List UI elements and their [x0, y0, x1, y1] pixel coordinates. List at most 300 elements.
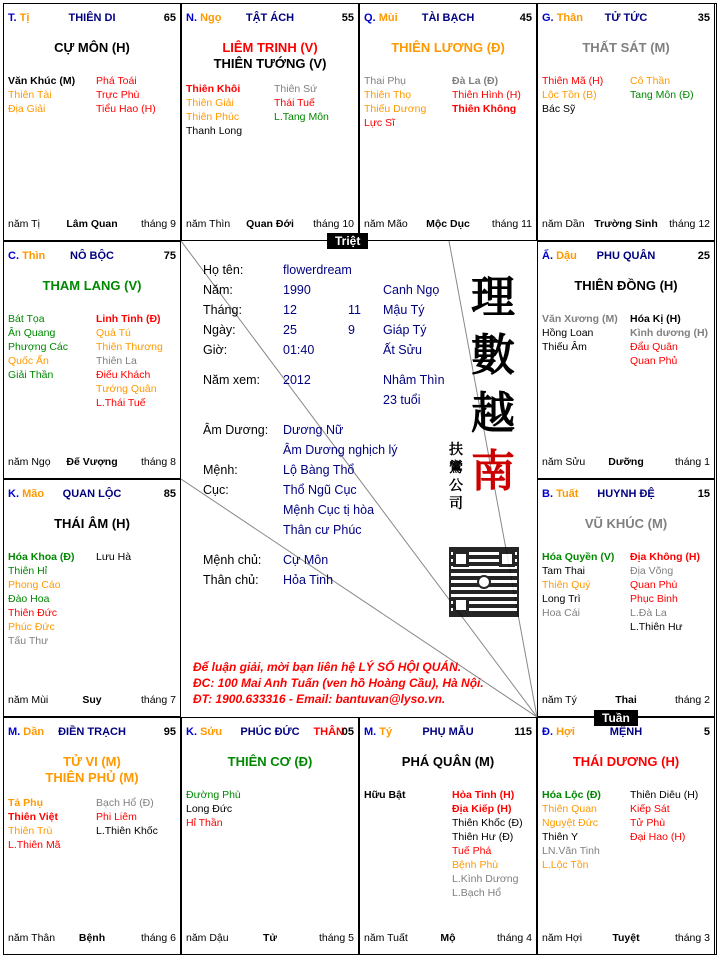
footer-year: năm Tị	[8, 218, 40, 230]
footer-month: tháng 5	[318, 932, 354, 944]
main-stars	[4, 516, 180, 532]
main-star: PHÁ QUÂN (M)	[401, 754, 495, 769]
minor-star: Tang Môn (Đ)	[630, 89, 694, 101]
palace-name: PHÚC ĐỨC	[240, 726, 300, 738]
footer-year: năm Thìn	[186, 218, 231, 230]
triet-tag: Triệt	[327, 233, 368, 249]
minor-star: Hóa Khoa (Đ)	[8, 551, 75, 563]
minor-star: Hỏa Tinh (H)	[452, 789, 515, 801]
main-star: VŨ KHÚC (M)	[584, 516, 668, 531]
minor-star: L.Tang Môn	[274, 111, 329, 123]
age-number: 85	[163, 488, 176, 500]
minor-star: Thiên Việt	[8, 811, 58, 823]
palace-name: HUYNH ĐỆ	[597, 488, 655, 500]
branch-name: Tuất	[556, 488, 579, 500]
main-stars	[538, 516, 714, 532]
minor-star: Kình dương (H)	[630, 327, 709, 339]
minor-star: L.Thiên Mã	[8, 839, 61, 851]
day-lunar: 9	[348, 323, 355, 337]
main-star: THAM LANG (V)	[42, 278, 142, 293]
right-stars	[630, 788, 715, 844]
palace-cell-ti	[3, 3, 181, 241]
main-star: THIÊN TƯỚNG (V)	[213, 56, 327, 71]
minor-star: L.Lộc Tồn	[542, 859, 589, 871]
minor-star: Quả Tú	[96, 327, 131, 339]
left-stars	[542, 550, 628, 620]
month-value: 12	[283, 303, 297, 317]
right-stars	[630, 550, 715, 634]
footer-stage: Bệnh	[78, 932, 106, 944]
day-value: 25	[283, 323, 297, 337]
palace-header	[8, 726, 176, 740]
main-star: THIÊN CƠ (Đ)	[227, 754, 313, 769]
palace-name: TÀI BẠCH	[421, 12, 475, 24]
main-stars	[4, 278, 180, 294]
branch-name: Tị	[19, 12, 30, 24]
palace-name: NÔ BỘC	[70, 250, 114, 262]
branch-prefix: K.	[186, 726, 197, 738]
palace-footer	[364, 218, 532, 232]
right-stars	[96, 796, 181, 838]
palace-footer	[8, 218, 176, 232]
minor-star: Thiên Đức	[8, 607, 58, 619]
branch-name: Hợi	[556, 726, 575, 738]
year-can-chi: Canh Ngọ	[383, 283, 440, 297]
minor-star: Thiên Không	[452, 103, 517, 115]
day-can-chi: Giáp Tý	[383, 323, 427, 337]
month-can-chi: Mậu Tý	[383, 303, 425, 317]
footer-month: tháng 3	[674, 932, 710, 944]
branch	[8, 12, 29, 24]
age-number: 45	[519, 12, 532, 24]
logo-char-3: 越	[471, 388, 515, 439]
age-number: 25	[697, 250, 710, 262]
branch-prefix: Đ.	[542, 726, 553, 738]
logo-char-4: 南	[471, 446, 515, 497]
minor-star: Đào Hoa	[8, 593, 50, 605]
am-duong-label: Âm Dương:	[203, 423, 269, 437]
palace-footer	[542, 932, 710, 946]
minor-star: Đại Hao (H)	[630, 831, 686, 843]
cuc-label: Cục:	[203, 483, 229, 497]
minor-star: Ân Quang	[8, 327, 56, 339]
minor-star: Thiên Khôi	[186, 83, 241, 95]
main-star: TỬ VI (M)	[63, 754, 121, 769]
right-stars	[96, 312, 181, 410]
left-stars	[364, 788, 450, 802]
minor-star: Kiếp Sát	[630, 803, 670, 815]
palace-footer	[542, 218, 710, 232]
than-chu-label: Thân chủ:	[203, 573, 259, 587]
minor-star: Linh Tinh (Đ)	[96, 313, 161, 325]
palace-extra: THÂN	[313, 726, 344, 738]
footer-month: tháng 9	[140, 218, 176, 230]
minor-star: L.Bạch Hổ	[452, 887, 502, 899]
branch-prefix: G.	[542, 12, 554, 24]
palace-header	[186, 12, 354, 26]
branch-prefix: M.	[364, 726, 377, 738]
branch-prefix: N.	[186, 12, 197, 24]
month-label: Tháng:	[203, 303, 242, 317]
branch-name: Tý	[379, 726, 393, 738]
minor-star: Địa Võng	[630, 565, 674, 577]
minor-star: Lực Sĩ	[364, 117, 395, 129]
menh-chu-value: Cự Môn	[283, 553, 329, 567]
palace-footer	[542, 456, 710, 470]
branch-prefix: C.	[8, 250, 19, 262]
left-stars	[8, 796, 94, 852]
main-star: THIÊN ĐỒNG (H)	[574, 278, 678, 293]
view-year-label: Năm xem:	[203, 373, 260, 387]
minor-star: Thiên Tài	[8, 89, 52, 101]
minor-star: Phượng Các	[8, 341, 69, 353]
minor-star: Bác Sỹ	[542, 103, 576, 115]
minor-star: Thiên Hư (Đ)	[452, 831, 514, 843]
minor-star: Bát Tọa	[8, 313, 45, 325]
minor-star: Thiên Quan	[542, 803, 597, 815]
menh-chu-label: Mệnh chủ:	[203, 553, 262, 567]
footer-stage: Suy	[82, 694, 102, 706]
branch	[8, 488, 44, 500]
minor-star: Tướng Quân	[96, 383, 157, 395]
branch-name: Thân	[556, 12, 583, 24]
branch-name: Dần	[23, 726, 45, 738]
cuc-1: Thổ Ngũ Cục	[283, 483, 357, 497]
minor-star: Đà La (Đ)	[452, 75, 499, 87]
minor-star: Tiểu Hao (H)	[96, 103, 156, 115]
palace-cell-ngo	[181, 3, 359, 241]
tuan-tag: Tuần	[594, 710, 638, 726]
minor-star: Lộc Tồn (B)	[542, 89, 597, 101]
palace-footer	[364, 932, 532, 946]
minor-star: L.Thái Tuế	[96, 397, 146, 409]
left-stars	[186, 82, 272, 138]
main-star: THIÊN LƯƠNG (Đ)	[391, 40, 505, 55]
age-number: 05	[341, 726, 354, 738]
branch	[364, 726, 392, 738]
main-stars	[182, 754, 358, 770]
palace-header	[542, 726, 710, 740]
main-stars	[360, 40, 536, 56]
minor-star: Long Đức	[186, 803, 233, 815]
branch-prefix: K.	[8, 488, 19, 500]
footer-month: tháng 7	[140, 694, 176, 706]
minor-star: Thiên Sứ	[274, 83, 318, 95]
minor-star: Tử Phù	[630, 817, 666, 829]
footer-year: năm Mão	[364, 218, 408, 230]
palace-cell-thin	[3, 241, 181, 479]
minor-star: Cô Thần	[630, 75, 671, 87]
minor-star: Đường Phù	[186, 789, 241, 801]
center-info-panel	[181, 241, 537, 717]
branch	[542, 488, 578, 500]
minor-star: L.Thiên Khốc	[96, 825, 158, 837]
branch-name: Thìn	[22, 250, 46, 262]
footer-stage: Lâm Quan	[66, 218, 118, 230]
minor-star: Quan Phù	[630, 579, 678, 591]
palace-cell-dan	[3, 717, 181, 955]
name-value: flowerdream	[283, 263, 352, 277]
palace-header	[542, 250, 710, 264]
palace-name: PHU QUÂN	[596, 250, 656, 262]
minor-star: Phúc Đức	[8, 621, 55, 633]
palace-name: TẬT ÁCH	[245, 12, 295, 24]
footer-month: tháng 12	[669, 218, 710, 230]
minor-star: Hóa Kị (H)	[630, 313, 681, 325]
branch-name: Sửu	[200, 726, 223, 738]
palace-name: PHỤ MẪU	[422, 726, 474, 738]
minor-star: Tuế Phá	[452, 845, 492, 857]
branch-prefix: B.	[542, 488, 553, 500]
minor-star: Thiên Khốc (Đ)	[452, 817, 523, 829]
palace-footer	[186, 932, 354, 946]
branch-prefix: T.	[8, 12, 17, 24]
minor-star: Hoa Cái	[542, 607, 580, 619]
footer-stage: Tuyệt	[612, 932, 640, 944]
than-chu-value: Hỏa Tinh	[283, 573, 334, 587]
palace-name: QUAN LỘC	[62, 488, 122, 500]
left-stars	[542, 312, 628, 354]
palace-cell-hoi	[537, 717, 715, 955]
minor-star: Quan Phủ	[630, 355, 678, 367]
footer-year: năm Thân	[8, 932, 56, 944]
palace-header	[8, 250, 176, 264]
main-star: THÁI ÂM (H)	[54, 516, 130, 531]
minor-star: Nguyệt Đức	[542, 817, 599, 829]
day-label: Ngày:	[203, 323, 236, 337]
minor-star: Thái Tuế	[274, 97, 315, 109]
footer-stage: Thai	[615, 694, 637, 706]
palace-header	[186, 726, 354, 740]
footer-year: năm Dần	[542, 218, 585, 230]
menh-label: Mệnh:	[203, 463, 238, 477]
palace-header	[8, 488, 176, 502]
year-value: 1990	[283, 283, 311, 297]
footer-year: năm Hợi	[542, 932, 583, 944]
am-duong-2: Âm Dương nghịch lý	[283, 443, 398, 457]
branch	[186, 726, 222, 738]
footer-stage: Đế Vượng	[66, 456, 118, 468]
right-stars	[452, 74, 537, 116]
footer-month: tháng 2	[674, 694, 710, 706]
palace-name: ĐIỀN TRẠCH	[58, 726, 126, 738]
logo-char-1: 理	[471, 272, 515, 323]
main-star: LIÊM TRINH (V)	[222, 40, 318, 55]
minor-star: Hỉ Thần	[186, 817, 223, 829]
footer-stage: Dưỡng	[608, 456, 644, 468]
minor-star: Giải Thần	[8, 369, 54, 381]
right-stars	[96, 550, 181, 564]
branch	[542, 250, 577, 262]
branch-name: Ngọ	[200, 12, 222, 24]
main-stars	[538, 754, 714, 770]
palace-footer	[542, 694, 710, 708]
footer-month: tháng 1	[674, 456, 710, 468]
minor-star: Văn Khúc (M)	[8, 75, 76, 87]
palace-cell-dau	[537, 241, 715, 479]
age-number: 115	[514, 726, 532, 738]
minor-star: Địa Giải	[8, 103, 46, 115]
minor-star: Thiên La	[96, 355, 137, 367]
minor-star: Thiên Thương	[96, 341, 163, 353]
contact-line-3: ĐT: 1900.633316 - Email: bantuvan@lyso.vn.	[193, 692, 446, 706]
minor-star: Long Trì	[542, 593, 581, 605]
branch-prefix: Ấ.	[542, 250, 553, 262]
minor-star: Thiên Diêu (H)	[630, 789, 699, 801]
view-year-value: 2012	[283, 373, 311, 387]
cuc-2: Mệnh Cục tị hòa	[283, 503, 375, 517]
palace-cell-mui	[359, 3, 537, 241]
palace-header	[364, 12, 532, 26]
minor-star: L.Kình Dương	[452, 873, 519, 885]
palace-footer	[8, 456, 176, 470]
age-number: 65	[163, 12, 176, 24]
main-stars	[4, 754, 180, 786]
minor-star: Thanh Long	[186, 125, 243, 137]
age-number: 75	[163, 250, 176, 262]
branch-name: Mùi	[378, 12, 398, 24]
view-year-can-chi: Nhâm Thìn	[383, 373, 445, 387]
footer-month: tháng 6	[140, 932, 176, 944]
minor-star: Hữu Bật	[364, 789, 406, 801]
footer-year: năm Mùi	[8, 694, 49, 706]
minor-star: LN.Văn Tinh	[542, 845, 600, 857]
minor-star: Địa Không (H)	[630, 551, 700, 563]
minor-star: Thiên Hỉ	[8, 565, 48, 577]
left-stars	[364, 74, 450, 130]
age-number: 95	[163, 726, 176, 738]
contact-line-2: ĐC: 100 Mai Anh Tuấn (ven hồ Hoàng Cầu), Hà Nội.	[193, 676, 484, 690]
palace-header	[542, 12, 710, 26]
branch-name: Dậu	[556, 250, 577, 262]
contact-line-1: Để luận giải, mời bạn liên hệ LÝ SỐ HỘI QUÁN.	[193, 660, 462, 674]
palace-cell-tuat	[537, 479, 715, 717]
right-stars	[630, 312, 715, 368]
minor-star: Tấu Thư	[8, 635, 49, 647]
main-stars	[538, 278, 714, 294]
left-stars	[8, 312, 94, 382]
name-label: Họ tên:	[203, 263, 244, 277]
footer-stage: Tử	[262, 932, 278, 944]
palace-name: MỆNH	[609, 726, 643, 738]
qr-code	[449, 547, 519, 617]
minor-star: Lưu Hà	[96, 551, 132, 563]
main-star: THẤT SÁT (M)	[582, 40, 670, 55]
palace-footer	[186, 218, 354, 232]
right-stars	[452, 788, 537, 900]
palace-footer	[8, 694, 176, 708]
palace-cell-ty	[359, 717, 537, 955]
footer-stage: Trường Sinh	[594, 218, 658, 230]
minor-star: Điếu Khách	[96, 369, 151, 381]
branch	[542, 726, 575, 738]
right-stars	[96, 74, 181, 116]
branch	[542, 12, 583, 24]
am-duong-1: Dương Nữ	[283, 423, 344, 437]
minor-star: Phục Binh	[630, 593, 678, 605]
minor-star: Địa Kiếp (H)	[452, 803, 512, 815]
palace-header	[8, 12, 176, 26]
minor-star: Trực Phù	[96, 89, 140, 101]
hour-label: Giờ:	[203, 343, 228, 357]
minor-star: Thiếu Dương	[364, 103, 427, 115]
contact-info	[193, 659, 533, 707]
footer-year: năm Dậu	[186, 932, 229, 944]
minor-star: Tả Phụ	[8, 797, 44, 809]
footer-stage: Quan Đới	[246, 218, 294, 230]
minor-star: Thiên Quý	[542, 579, 591, 591]
minor-star: Thiên Giải	[186, 97, 234, 109]
left-stars	[8, 74, 94, 116]
footer-year: năm Tuất	[364, 932, 408, 944]
minor-star: Thai Phụ	[364, 75, 407, 87]
menh-value: Lộ Bàng Thổ	[283, 463, 355, 477]
minor-star: Phong Cáo	[8, 579, 61, 591]
minor-star: Hóa Quyền (V)	[542, 551, 615, 563]
age-number: 35	[697, 12, 710, 24]
footer-year: năm Ngọ	[8, 456, 51, 468]
main-star: THIÊN PHỦ (M)	[45, 770, 139, 785]
palace-cell-than	[537, 3, 715, 241]
palace-name: THIÊN DI	[68, 12, 116, 24]
minor-star: Hồng Loan	[542, 327, 594, 339]
age-value: 23 tuổi	[383, 393, 421, 407]
logo-side-text: 扶鸞公司	[449, 442, 463, 512]
main-star: CỰ MÔN (H)	[54, 40, 130, 55]
main-stars	[538, 40, 714, 56]
minor-star: Đẩu Quân	[630, 341, 678, 353]
hour-value: 01:40	[283, 343, 315, 357]
left-stars	[542, 74, 628, 116]
minor-star: Thiếu Âm	[542, 341, 587, 353]
footer-month: tháng 10	[313, 218, 354, 230]
palace-header	[364, 726, 532, 740]
minor-star: Bạch Hổ (Đ)	[96, 797, 154, 809]
minor-star: Hóa Lộc (Đ)	[542, 789, 601, 801]
branch	[364, 12, 398, 24]
minor-star: Thiên Phúc	[186, 111, 240, 123]
footer-year: năm Sửu	[542, 456, 586, 468]
minor-star: L.Đà La	[630, 607, 667, 619]
footer-stage: Mộc Dục	[426, 218, 470, 230]
branch-prefix: Q.	[364, 12, 376, 24]
palace-header	[542, 488, 710, 502]
footer-month: tháng 11	[491, 218, 532, 230]
year-label: Năm:	[203, 283, 233, 297]
minor-star: Thiên Hình (H)	[452, 89, 521, 101]
footer-year: năm Tý	[542, 694, 577, 706]
palace-name: TỬ TỨC	[604, 12, 648, 24]
left-stars	[186, 788, 272, 830]
palace-cell-mao	[3, 479, 181, 717]
footer-month: tháng 8	[140, 456, 176, 468]
minor-star: Thiên Y	[542, 831, 578, 843]
footer-month: tháng 4	[496, 932, 532, 944]
right-stars	[630, 74, 715, 102]
age-number: 15	[697, 488, 710, 500]
minor-star: Phá Toái	[96, 75, 137, 87]
minor-star: Tam Thai	[542, 565, 585, 577]
logo-char-2: 數	[471, 330, 515, 381]
minor-star: Thiên Thọ	[364, 89, 412, 101]
branch-prefix: M.	[8, 726, 21, 738]
branch	[186, 12, 221, 24]
right-stars	[274, 82, 359, 124]
palace-footer	[8, 932, 176, 946]
branch-name: Mão	[22, 488, 45, 500]
age-number: 5	[703, 726, 710, 738]
main-stars	[360, 754, 536, 770]
